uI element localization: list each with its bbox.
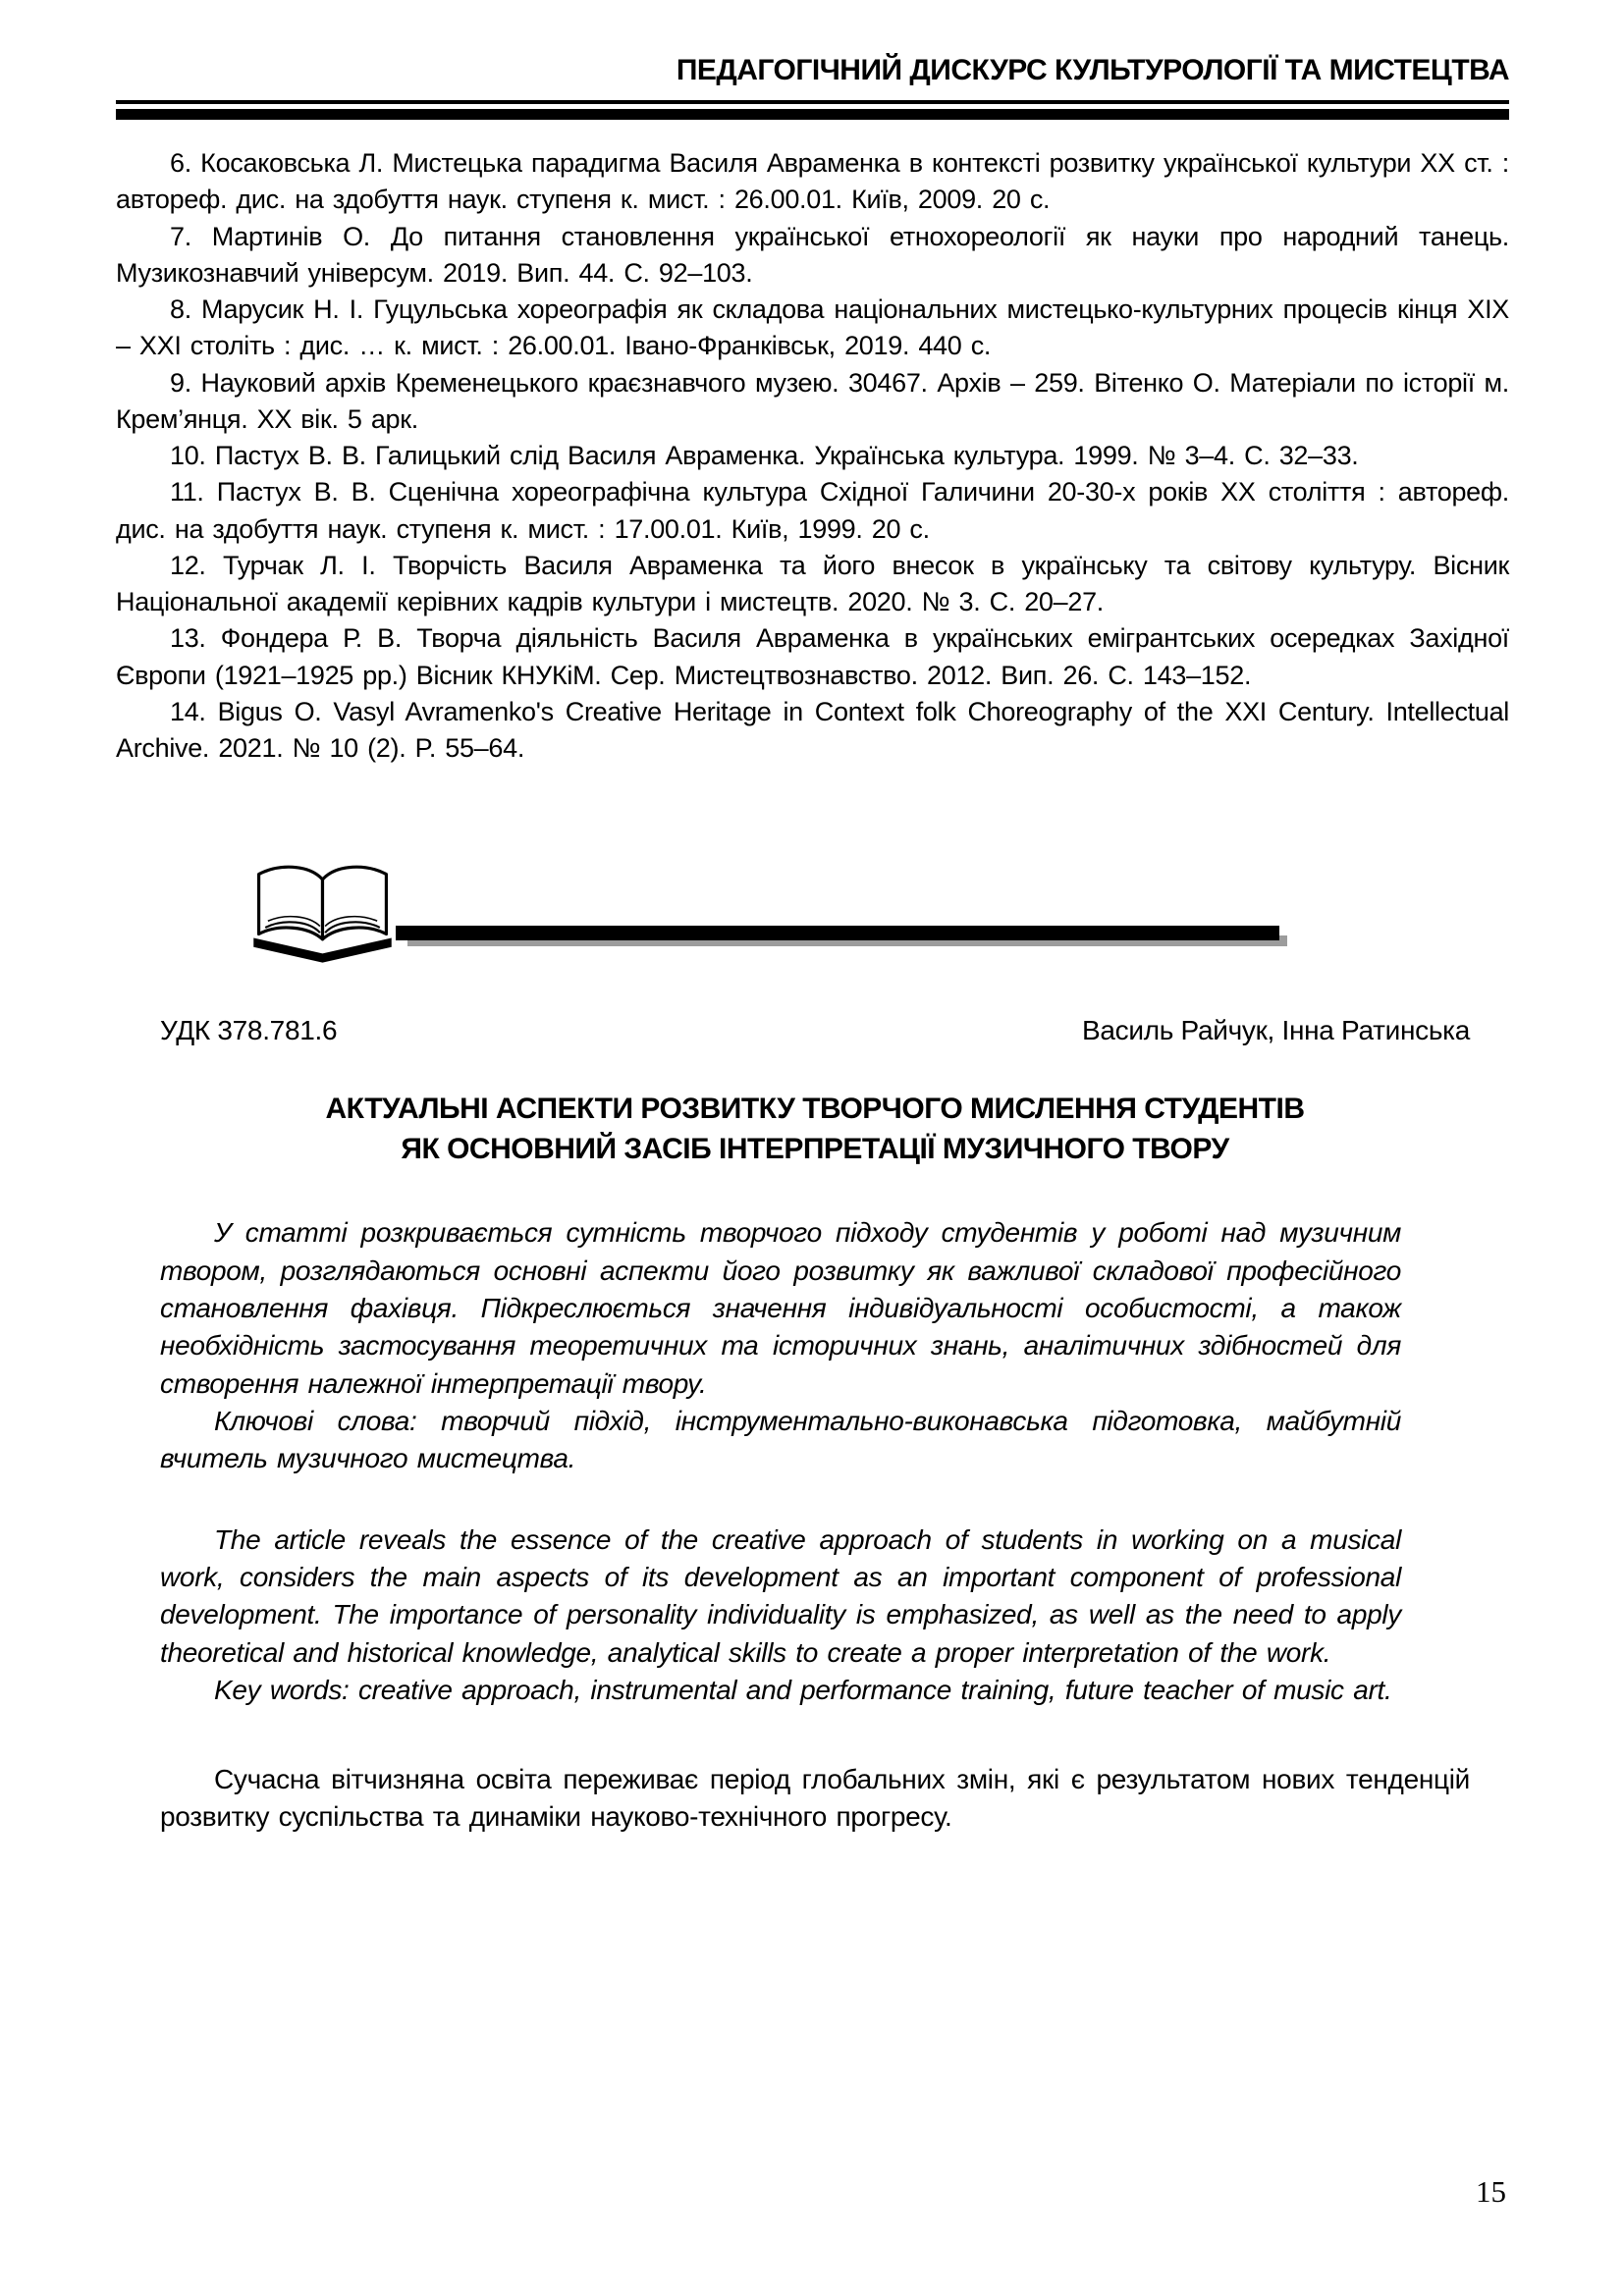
reference-item: 7. Мартинів О. До питання становлення української етнохореології як науки про народний танець. Музикознавчий універсум. 2019. Вип. 44. С. 92–103. [116, 221, 1509, 288]
reference-item: 12. Турчак Л. І. Творчість Василя Авраменка та його внесок в українську та світову культуру. Вісник Національної академії керівних кадрів культури і мистецтв. 2020. № 3. С. 20–27. [116, 550, 1509, 616]
keywords-uk: Ключові слова: творчий підхід, інструментально-виконавська підготовка, майбутній вчитель музичного мистецтва. [160, 1406, 1401, 1474]
page-number: 15 [1476, 2174, 1506, 2209]
reference-item: 6. Косаковська Л. Мистецька парадигма Василя Авраменка в контексті розвитку української культури ХХ ст. : автореф. дис. на здобуття наук. ступеня к. мист. : 26.00.01. Київ, 2009. 20 с. [116, 148, 1509, 215]
header-rule-thin [116, 100, 1509, 104]
reference-item: 14. Bigus O. Vasyl Avramenko's Creative Heritage in Context folk Choreography of the XXI Century. Intellectual Archive. 2021. № 10 (2). P. 55–64. [116, 696, 1509, 763]
reference-item: 9. Науковий архів Кременецького краєзнавчого музею. 30467. Архів – 259. Вітенко О. Матеріали по історії м. Крем’янця. ХХ вік. 5 арк. [116, 367, 1509, 434]
article-section [116, 1015, 1509, 1837]
reference-item: 13. Фондера Р. В. Творча діяльність Василя Авраменка в українських емігрантських осередках Західної Європи (1921–1925 рр.) Вісник КНУКіМ. Сер. Мистецтвознавство. 2012. Вип. 26. С. 143–152. [116, 623, 1509, 690]
reference-item: 8. Марусик Н. І. Гуцульська хореографія як складова національних мистецько-культурних процесів кінця ХІХ – ХХІ століть : дис. … к. мист. : 26.00.01. Івано-Франківськ, 2019. 440 с. [116, 294, 1509, 361]
open-book-icon [242, 860, 404, 964]
article-meta-row [160, 1015, 1470, 1046]
journal-header-title: ПЕДАГОГІЧНИЙ ДИСКУРС КУЛЬТУРОЛОГІЇ ТА МИСТЕЦТВА [676, 54, 1509, 86]
section-divider [116, 860, 1509, 964]
references-list [116, 145, 1509, 767]
reference-item: 10. Пастух В. В. Галицький слід Василя Авраменка. Українська культура. 1999. № 3–4. С. 32–33. [170, 441, 1359, 470]
page-header [116, 54, 1509, 120]
keywords-en: Key words: creative approach, instrumental and performance training, future teacher of music art. [214, 1675, 1392, 1706]
article-title-line2: ЯК ОСНОВНИЙ ЗАСІБ ІНТЕРПРЕТАЦІЇ МУЗИЧНОГО ТВОРУ [401, 1132, 1229, 1165]
article-title-line1: АКТУАЛЬНІ АСПЕКТИ РОЗВИТКУ ТВОРЧОГО МИСЛЕННЯ СТУДЕНТІВ [325, 1093, 1305, 1126]
abstract-en-block [160, 1522, 1470, 1710]
body-paragraph: Сучасна вітчизняна освіта переживає період глобальних змін, які є результатом нових тенденцій розвитку суспільства та динаміки науково-технічного прогресу. [160, 1763, 1470, 1833]
reference-item: 11. Пастух В. В. Сценічна хореографічна культура Східної Галичини 20-30-х років ХХ століття : автореф. дис. на здобуття наук. ступеня к. мист. : 17.00.01. Київ, 1999. 20 с. [116, 477, 1509, 544]
article-authors: Василь Райчук, Інна Ратинська [1082, 1015, 1470, 1046]
article-title [160, 1090, 1470, 1169]
header-rule-thick [116, 109, 1509, 120]
divider-bar [396, 926, 1279, 940]
abstract-en: The article reveals the essence of the creative approach of students in working on a musical work, considers the main aspects of its development as an important component of professional development. The importance of personality individuality is emphasized, as well as the need to apply theoretical and historical knowledge, analytical skills to create a proper interpretation of the work. [160, 1523, 1401, 1668]
abstract-uk-block [160, 1214, 1470, 1478]
abstract-uk: У статті розкривається сутність творчого підходу студентів у роботі над музичним твором, розглядаються основні аспекти його розвитку як важливої складової професійного становлення фахівця. Підкреслюється значення індивідуальності особистості, а також необхідність застосування теоретичних та історичних знань, аналітичних здібностей для створення належної інтерпретації твору. [160, 1217, 1401, 1399]
udc-code: УДК 378.781.6 [160, 1015, 338, 1046]
